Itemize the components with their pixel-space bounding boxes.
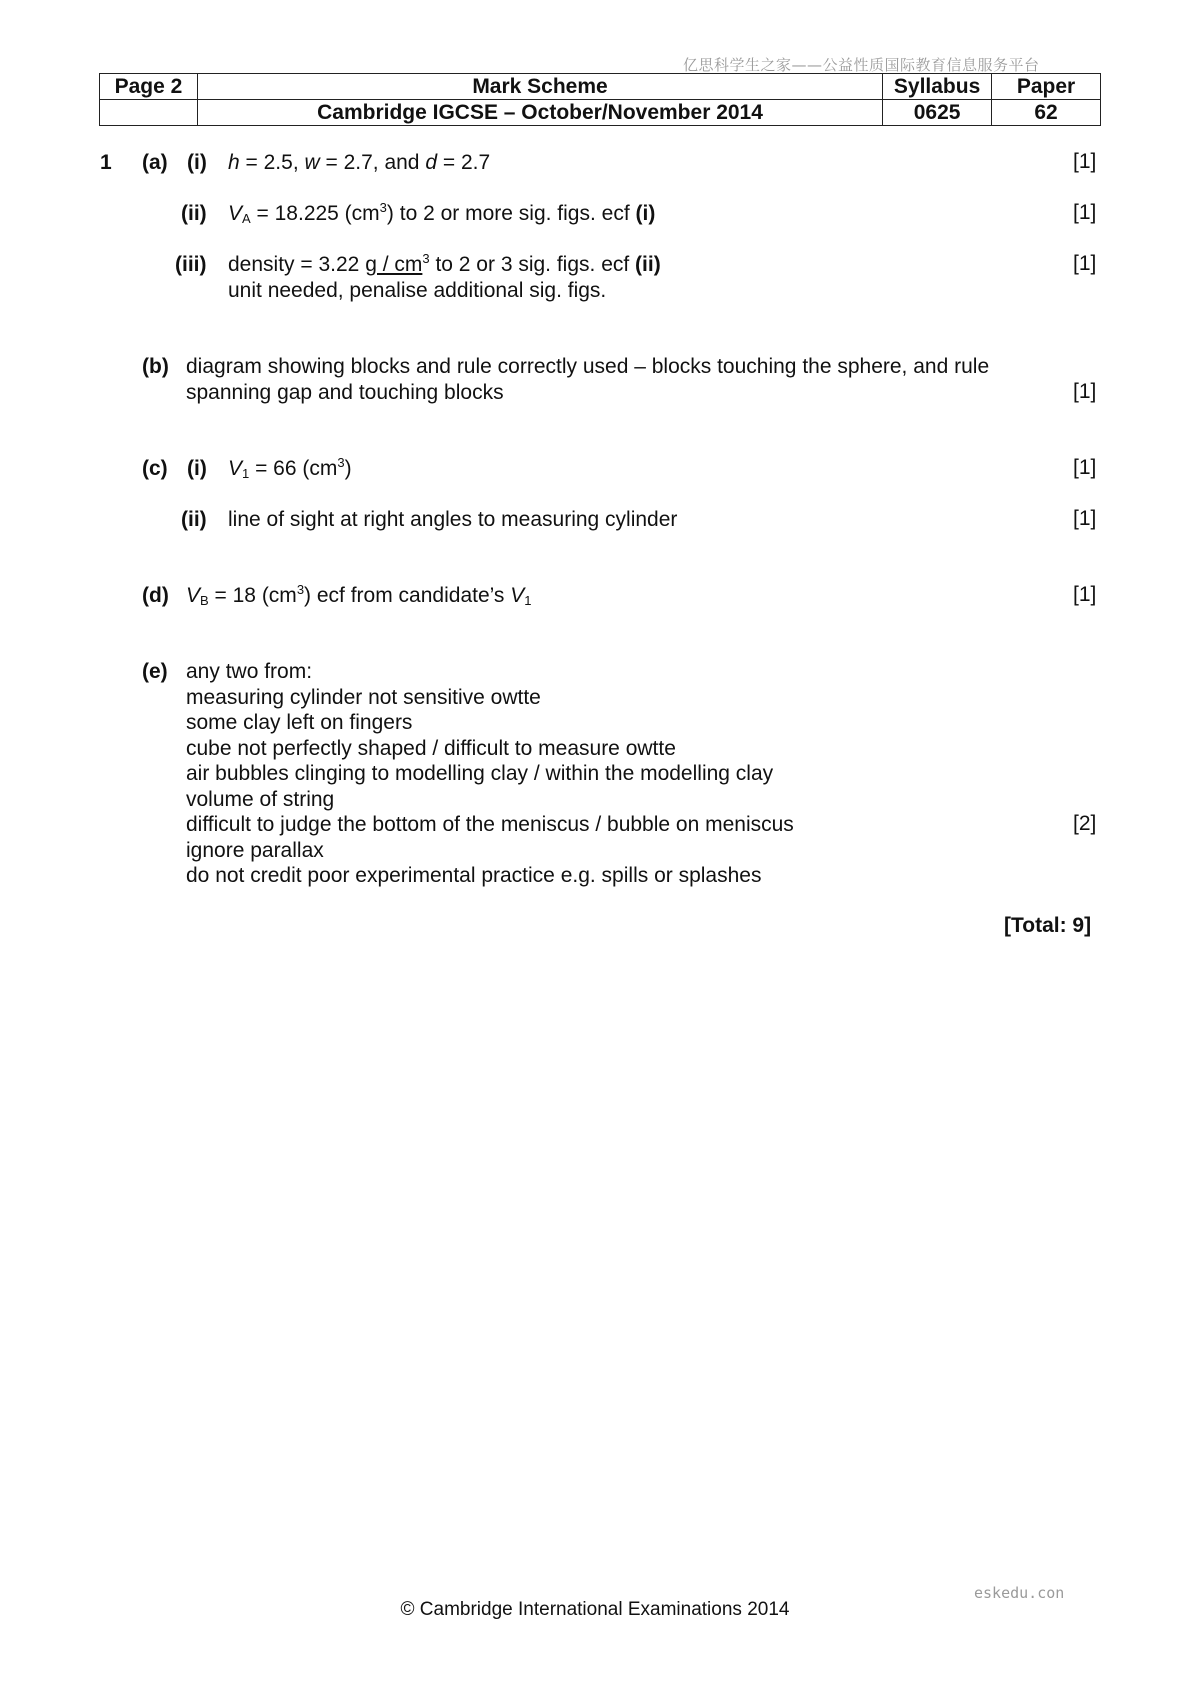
- part-c-i-mark: [1]: [1073, 456, 1097, 479]
- part-d-answer: $V_B = 18$ $(cm^3)$ ecf from candidate’s $V_1$: [186, 582, 532, 608]
- syllabus-code: 0625: [883, 100, 992, 126]
- part-a-iii-answer: density = 3.22 g / $cm^3$ to 2 or 3 sig. figs. ecf (ii) unit needed, penalise additional sig. figs.: [228, 251, 661, 302]
- list-item: difficult to judge the bottom of the meniscus / bubble on meniscus: [186, 813, 794, 836]
- part-c-ii-label: (ii): [181, 508, 207, 531]
- total-marks: [Total: 9]: [1004, 914, 1092, 937]
- paper-number: 62: [992, 100, 1101, 126]
- part-a-ii-answer: $V_A = 18.225$ $(cm^3)$ to 2 or more sig. figs. ecf (i): [228, 200, 656, 226]
- part-a-label: (a): [142, 151, 168, 174]
- list-item: any two from:: [186, 660, 313, 683]
- page-label: Page 2: [100, 74, 198, 100]
- part-b-answer: diagram showing blocks and rule correctly used – blocks touching the sphere, and rule spanning gap and touching blocks: [186, 355, 990, 404]
- syllabus-label: Syllabus: [883, 74, 992, 100]
- watermark-top: 亿思科学生之家——公益性质国际教育信息服务平台: [683, 56, 1040, 74]
- list-item: measuring cylinder not sensitive owtte: [186, 685, 541, 709]
- header-table: [99, 73, 1101, 126]
- empty-cell: [100, 100, 198, 126]
- part-a-ii-mark: [1]: [1073, 201, 1097, 224]
- part-a-i-label: (i): [187, 151, 207, 174]
- part-a-i-answer: h = 2.5, w = 2.7, and d = 2.7: [228, 151, 491, 174]
- header-row-1: [100, 74, 1101, 100]
- part-b-label: (b): [142, 355, 169, 378]
- list-item: ignore parallax: [186, 838, 324, 862]
- part-c-ii-answer: line of sight at right angles to measuring cylinder: [228, 508, 678, 531]
- list-item: do not credit poor experimental practice e.g. spills or splashes: [186, 864, 762, 887]
- part-c-i-label: (i): [187, 457, 207, 480]
- part-e-label: (e): [142, 660, 168, 683]
- part-b-mark: [1]: [1073, 380, 1097, 403]
- footer-copyright: © Cambridge International Examinations 2014: [400, 1599, 790, 1620]
- part-d-label: (d): [142, 584, 169, 607]
- list-item: air bubbles clinging to modelling clay / within the modelling clay: [186, 762, 774, 785]
- exam-title: Cambridge IGCSE – October/November 2014: [197, 100, 882, 126]
- part-a-iii-label: (iii): [175, 253, 207, 276]
- watermark-bottom: eskedu.con: [974, 1584, 1065, 1602]
- mark-scheme-title: Mark Scheme: [197, 74, 882, 100]
- part-c-label: (c): [142, 457, 168, 480]
- list-item: volume of string: [186, 787, 335, 811]
- part-a-iii-mark: [1]: [1073, 252, 1097, 275]
- part-e-mark: [2]: [1073, 812, 1097, 835]
- part-d-mark: [1]: [1073, 583, 1097, 606]
- part-a-ii-label: (ii): [181, 202, 207, 225]
- part-c-ii-mark: [1]: [1073, 507, 1097, 530]
- list-item: some clay left on fingers: [186, 711, 413, 734]
- list-item: cube not perfectly shaped / difficult to measure owtte: [186, 736, 676, 760]
- part-a-i-mark: [1]: [1073, 150, 1097, 173]
- question-number: 1: [100, 151, 112, 174]
- part-e-list: [186, 659, 794, 889]
- paper-label: Paper: [992, 74, 1101, 100]
- part-c-i-answer: $V_1 = 66$ $(cm^3)$: [228, 455, 352, 481]
- header-row-2: [100, 100, 1101, 126]
